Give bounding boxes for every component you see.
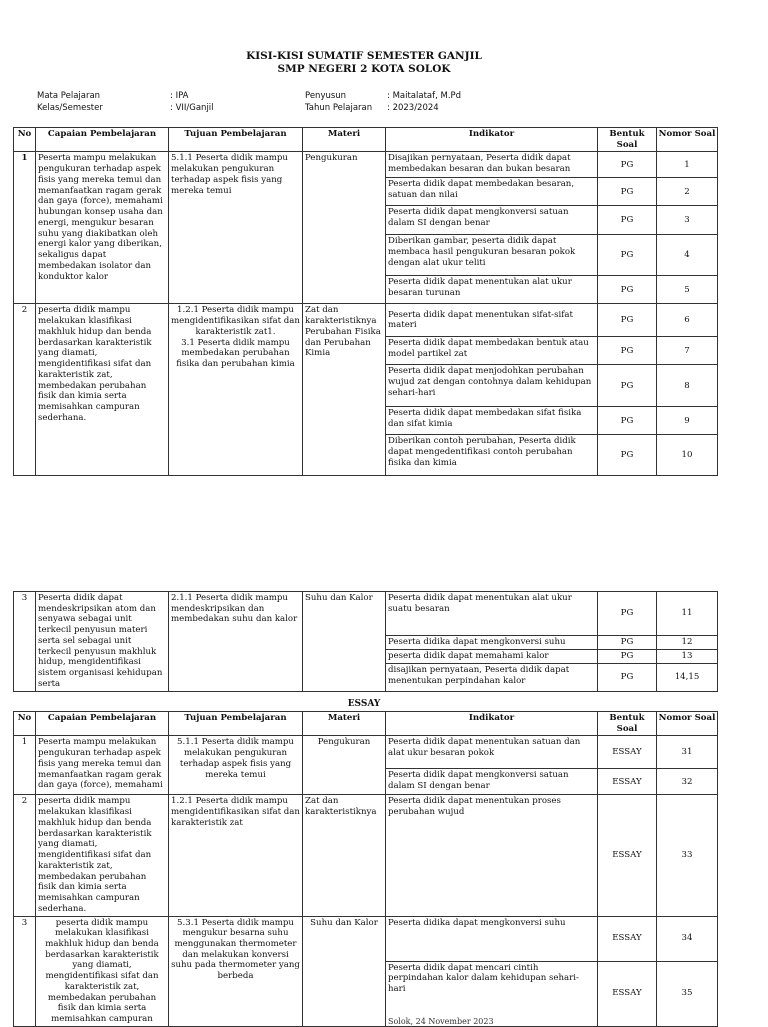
- row-cp: Peserta didik dapat mendeskripsikan atom dan senyawa sebagai unit terkecil penyusun materi serta sel sebagai unit terkecil penyusun makhluk hidup, mengidentifikasi sistem organisasi kehidupan serta: [36, 592, 169, 692]
- penyusun-value: : Maitalataf, M.Pd: [387, 91, 462, 101]
- col-header-tp: Tujuan Pembelajaran: [169, 128, 303, 152]
- row-no: 1: [14, 736, 36, 795]
- row-nomor: 12: [657, 635, 718, 649]
- row-bentuk: PG: [598, 152, 657, 178]
- table-row: [14, 152, 718, 178]
- row-tp: 5.3.1 Peserta didik mampu mengukur besarna suhu menggunakan thermometer dan melakukan konversi suhu pada thermometer yang berbeda: [169, 916, 303, 1026]
- row-no: 3: [14, 592, 36, 692]
- row-nomor: 10: [657, 435, 718, 476]
- row-tp: 1.2.1 Peserta didik mampu mengidentifikasikan sifat dan karakteristik zat1. 3.1 Peserta didik mampu membedakan perubahan fisika dan perubahan kimia: [169, 304, 303, 476]
- row-cp: Peserta mampu melakukan pengukuran terhadap aspek fisis yang mereka temui dan memanfaatkan ragam gerak dan gaya (force), memahami hubungan konsep usaha dan energi, mengukur besaran suhu yang diakibatkan oleh energi kalor yang diberikan, sekaligus dapat membedakan isolator dan konduktor kalor: [36, 152, 169, 304]
- pg-table-1: [13, 127, 718, 476]
- row-indikator: Peserta didik dapat menjodohkan perubahan wujud zat dengan contohnya dalam kehidupan sehari-hari: [386, 365, 598, 407]
- tahun-value: : 2023/2024: [387, 103, 439, 113]
- row-nomor: 32: [657, 769, 718, 795]
- row-indikator: Peserta didika dapat mengkonversi suhu: [386, 635, 598, 649]
- row-nomor: 6: [657, 304, 718, 337]
- table-header-row: [14, 712, 718, 736]
- row-tp: 1.2.1 Peserta didik mampu mengidentifikasikan sifat dan karakteristik zat: [169, 795, 303, 916]
- row-materi: Suhu dan Kalor: [303, 916, 386, 1026]
- row-nomor: 1: [657, 152, 718, 178]
- row-nomor: 13: [657, 650, 718, 664]
- essay-title: ESSAY: [347, 699, 381, 709]
- penyusun-label: Penyusun: [305, 91, 347, 101]
- row-materi: Zat dan karakteristiknya: [303, 795, 386, 916]
- row-bentuk: PG: [598, 635, 657, 649]
- row-nomor: 31: [657, 736, 718, 769]
- row-indikator: Diberikan contoh perubahan, Peserta didik dapat mengedentifikasi contoh perubahan fisika dan kimia: [386, 435, 598, 476]
- row-indikator: peserta didik dapat memahami kalor: [386, 650, 598, 664]
- row-indikator: Peserta didik dapat menentukan proses perubahan wujud: [386, 795, 598, 916]
- kelas-label: Kelas/Semester: [37, 103, 103, 113]
- row-nomor: 14,15: [657, 664, 718, 691]
- table-row: [14, 736, 718, 769]
- row-indikator: disajikan pernyataan, Peserta didik dapat menentukan perpindahan kalor: [386, 664, 598, 691]
- col-header-tp: Tujuan Pembelajaran: [169, 712, 303, 736]
- col-header-nomor: Nomor Soal: [657, 712, 718, 736]
- row-no: 1: [14, 152, 36, 304]
- row-no: 3: [14, 916, 36, 1026]
- tahun-label: Tahun Pelajaran: [305, 103, 373, 113]
- row-indikator: Peserta didik dapat membedakan bentuk atau model partikel zat: [386, 337, 598, 365]
- row-tp: 5.1.1 Peserta didik mampu melakukan pengukuran terhadap aspek fisis yang mereka temui: [169, 152, 303, 304]
- row-bentuk: PG: [598, 650, 657, 664]
- school-name: SMP NEGERI 2 KOTA SOLOK: [277, 63, 451, 75]
- row-materi: Zat dan karakteristiknya Perubahan Fisika dan Perubahan Kimia: [303, 304, 386, 476]
- row-bentuk: PG: [598, 337, 657, 365]
- row-indikator: Peserta didik dapat membedakan besaran, satuan dan nilai: [386, 178, 598, 206]
- row-indikator: Peserta didika dapat mengkonversi suhu: [386, 916, 598, 961]
- row-indikator: Peserta didik dapat menentukan satuan dan alat ukur besaran pokok: [386, 736, 598, 769]
- table-row: [14, 795, 718, 916]
- row-indikator: Diberikan gambar, peserta didik dapat membaca hasil pengukuran besaran pokok dengan alat ukur teliti: [386, 235, 598, 276]
- row-bentuk: ESSAY: [598, 736, 657, 769]
- row-cp: Peserta mampu melakukan pengukuran terhadap aspek fisis yang mereka temui dan memanfaatkan ragam gerak dan gaya (force), memahami: [36, 736, 169, 795]
- col-header-bentuk: Bentuk Soal: [598, 128, 657, 152]
- col-header-no: No: [14, 128, 36, 152]
- row-bentuk: ESSAY: [598, 769, 657, 795]
- row-no: 2: [14, 304, 36, 476]
- col-header-nomor: Nomor Soal: [657, 128, 718, 152]
- table-row: [14, 592, 718, 636]
- row-nomor: 3: [657, 206, 718, 235]
- row-bentuk: PG: [598, 178, 657, 206]
- row-cp: peserta didik mampu melakukan klasifikasi makhluk hidup dan benda berdasarkan karakteristik yang diamati, mengidentifikasi sifat dan karakteristik zat, membedakan perubahan fisik dan kimia serta memisahkan campuran sederhana.: [36, 304, 169, 476]
- row-bentuk: PG: [598, 235, 657, 276]
- row-tp: 5.1.1 Peserta didik mampu melakukan pengukuran terhadap aspek fisis yang mereka temui: [169, 736, 303, 795]
- row-bentuk: PG: [598, 206, 657, 235]
- row-bentuk: PG: [598, 304, 657, 337]
- row-nomor: 11: [657, 592, 718, 636]
- col-header-bentuk: Bentuk Soal: [598, 712, 657, 736]
- row-indikator: Peserta didik dapat membedakan sifat fisika dan sifat kimia: [386, 407, 598, 435]
- signature-place-date: Solok, 24 November 2023: [388, 1017, 494, 1026]
- col-header-materi: Materi: [303, 712, 386, 736]
- row-nomor: 35: [657, 961, 718, 1026]
- row-nomor: 2: [657, 178, 718, 206]
- row-cp: peserta didik mampu melakukan klasifikasi makhluk hidup dan benda berdasarkan karakteristik yang diamati, mengidentifikasi sifat dan karakteristik zat, membedakan perubahan fisik dan kimia serta memisahkan campuran sederhana.: [36, 795, 169, 916]
- row-no: 2: [14, 795, 36, 916]
- row-nomor: 33: [657, 795, 718, 916]
- pg-table-2: [13, 591, 718, 692]
- row-indikator: Disajikan pernyataan, Peserta didik dapat membedakan besaran dan bukan besaran: [386, 152, 598, 178]
- kelas-value: : VII/Ganjil: [170, 103, 214, 113]
- col-header-materi: Materi: [303, 128, 386, 152]
- row-bentuk: PG: [598, 435, 657, 476]
- row-nomor: 5: [657, 276, 718, 304]
- row-cp: peserta didik mampu melakukan klasifikasi makhluk hidup dan benda berdasarkan karakteristik yang diamati, mengidentifikasi sifat dan karakteristik zat, membedakan perubahan fisik dan kimia serta memisahkan campuran: [36, 916, 169, 1026]
- row-nomor: 7: [657, 337, 718, 365]
- col-header-indikator: Indikator: [386, 128, 598, 152]
- row-indikator: Peserta didik dapat menentukan alat ukur besaran turunan: [386, 276, 598, 304]
- mapel-label: Mata Pelajaran: [37, 91, 101, 101]
- row-materi: Suhu dan Kalor: [303, 592, 386, 692]
- col-header-indikator: Indikator: [386, 712, 598, 736]
- table-row: [14, 304, 718, 337]
- row-bentuk: ESSAY: [598, 795, 657, 916]
- row-tp: 2.1.1 Peserta didik mampu mendeskripsikan dan membedakan suhu dan kalor: [169, 592, 303, 692]
- essay-table: [13, 711, 718, 1027]
- row-materi: Pengukuran: [303, 152, 386, 304]
- row-bentuk: PG: [598, 664, 657, 691]
- col-header-cp: Capaian Pembelajaran: [36, 128, 169, 152]
- row-nomor: 4: [657, 235, 718, 276]
- row-bentuk: PG: [598, 407, 657, 435]
- row-nomor: 34: [657, 916, 718, 961]
- document-title: KISI-KISI SUMATIF SEMESTER GANJIL: [246, 50, 482, 62]
- row-indikator: Peserta didik dapat mencari cintih perpindahan kalor dalam kehidupan sehari-hari: [386, 961, 598, 1026]
- row-nomor: 8: [657, 365, 718, 407]
- row-bentuk: PG: [598, 276, 657, 304]
- table-row: [14, 916, 718, 961]
- row-bentuk: PG: [598, 592, 657, 636]
- row-bentuk: ESSAY: [598, 961, 657, 1026]
- row-indikator: Peserta didik dapat menentukan alat ukur suatu besaran: [386, 592, 598, 636]
- row-materi: Pengukuran: [303, 736, 386, 795]
- table-header-row: [14, 128, 718, 152]
- row-indikator: Peserta didik dapat mengkonversi satuan dalam SI dengan benar: [386, 769, 598, 795]
- mapel-value: : IPA: [170, 91, 189, 101]
- row-indikator: Peserta didik dapat mengkonversi satuan dalam SI dengan benar: [386, 206, 598, 235]
- row-bentuk: PG: [598, 365, 657, 407]
- row-indikator: Peserta didik dapat menentukan sifat-sifat materi: [386, 304, 598, 337]
- row-nomor: 9: [657, 407, 718, 435]
- col-header-cp: Capaian Pembelajaran: [36, 712, 169, 736]
- col-header-no: No: [14, 712, 36, 736]
- row-bentuk: ESSAY: [598, 916, 657, 961]
